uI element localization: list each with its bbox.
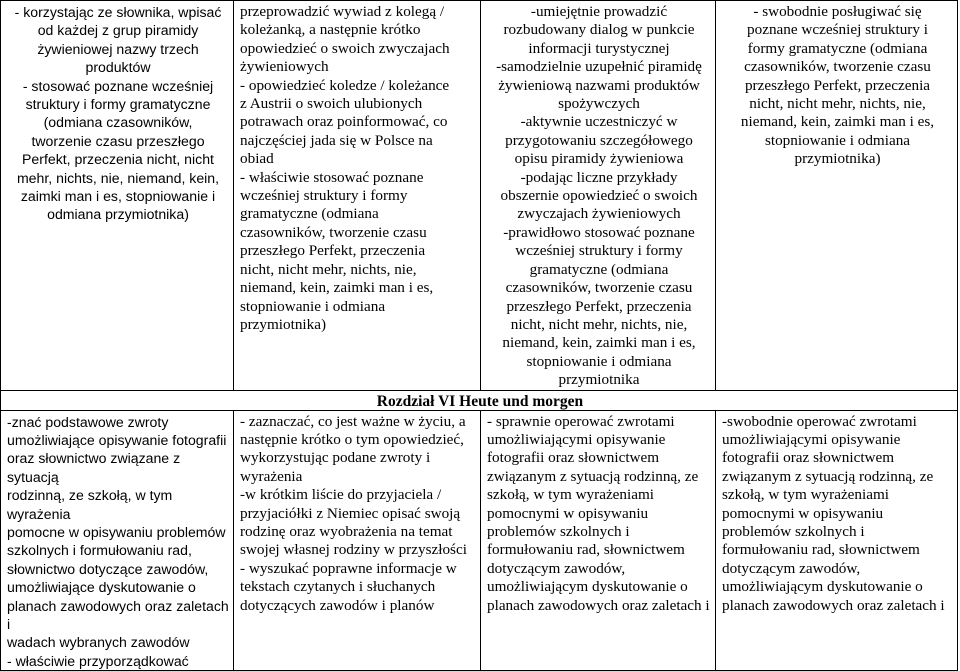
cell-text: -znać podstawowe zwroty umożliwiające opisywanie fotografii oraz słownictwo związane z sytuacją rodzinną, ze szkołą, w tym wyrażenia pomocne w opisywaniu problemów szkolnych i formułowaniu rad, słownictwo dotyczące zawodów, umożliwiające dyskutowanie o planach zawodowych oraz zaletach i wadach wybranych zawodów - właściwie przyporządkować xyxy=(7,413,229,669)
table-cell xyxy=(234,1,481,391)
table-cell xyxy=(716,410,958,671)
table-row xyxy=(1,410,958,671)
table-cell xyxy=(234,410,481,671)
cell-text: -swobodnie operować zwrotami umożliwiającymi opisywanie fotografii oraz słownictwem związanym z sytuacją rodzinną, ze szkołą, w tym wyrażeniami pomocnymi w opisywaniu problemów szkolnych i formułowaniu rad, słownictwem dotyczącym zawodów, umożliwiającym dyskutowanie o planach zawodowych oraz zaletach i xyxy=(722,412,945,614)
table-row xyxy=(1,1,958,391)
cell-text: - swobodnie posługiwać się poznane wcześniej struktury i formy gramatyczne (odmiana czasowników, tworzenie czasu przeszłego Perfekt, przeczenia nicht, nicht mehr, nichts, nie, niemand, kein, zaimki man i es, stopniowanie i odmiana przymiotnika) xyxy=(740,3,935,168)
cell-text: -umiejętnie prowadzić rozbudowany dialog w punkcie informacji turystycznej -samodzielnie uzupełnić piramidę żywieniową nazwami produktów spożywczych -aktywnie uczestniczyć w przygotowaniu szczegółowego opisu piramidy żywieniowa -podając liczne przykłady obszernie opowiedzieć o swoich zwyczajach żywieniowych -prawidłowo stosować poznane wcześniej struktury i formy gramatyczne (odmiana czasowników, tworzenie czasu przeszłego Perfekt, przeczenia nicht, nicht mehr, nichts, nie, niemand, kein, zaimki man i es, stopniowanie i odmiana przymiotnika xyxy=(496,3,702,389)
table-cell xyxy=(481,410,716,671)
table-cell xyxy=(716,1,958,391)
section-title-row xyxy=(1,390,958,410)
table-cell xyxy=(481,1,716,391)
cell-text: - zaznaczać, co jest ważne w życiu, a następnie krótko o tym opowiedzieć, wykorzystując podane zwroty i wyrażenia -w krótkim liście do przyjaciela / przyjaciółki z Niemiec opisać swoją rodzinę oraz wyobrażenia na temat swojej własnej rodziny w przyszłości - wyszukać poprawne informacje w tekstach czytanych i słuchanych dotyczących zawodów i planów xyxy=(240,412,467,614)
cell-text: przeprowadzić wywiad z kolegą / koleżanką, a następnie krótko opowiedzieć o swoich zwyczajach żywieniowych - opowiedzieć koledze / koleżance z Austrii o swoich ulubionych potrawach oraz poinformować, co najczęściej jada się w Polsce na obiad - właściwie stosować poznane wcześniej struktury i formy gramatyczne (odmiana czasowników, tworzenie czasu przeszłego Perfekt, przeczenia nicht, nicht mehr, nichts, nie, niemand, kein, zaimki man i es, stopniowanie i odmiana przymiotnika) xyxy=(240,3,450,333)
table-cell xyxy=(1,410,234,671)
section-title: Rozdział VI Heute und morgen xyxy=(376,392,584,410)
cell-text: - sprawnie operować zwrotami umożliwiającymi opisywanie fotografii oraz słownictwem związanym z sytuacją rodzinną, ze szkołą, w tym wyrażeniami pomocnymi w opisywaniu problemów szkolnych i formułowaniu rad, słownictwem dotyczącym zawodów, umożliwiającym dyskutowanie o planach zawodowych oraz zaletach i xyxy=(487,412,710,614)
section-title-cell xyxy=(1,390,958,410)
table-cell xyxy=(1,1,234,391)
cell-text: - korzystając ze słownika, wpisać od każdej z grup piramidy żywieniowej nazwy trzech produktów - stosować poznane wcześniej struktury i formy gramatyczne (odmiana czasowników, tworzenie czasu przeszłego Perfekt, przeczenia nicht, nicht mehr, nichts, nie, niemand, kein, zaimki man i es, stopniowanie i odmiana przymiotnika) xyxy=(14,4,222,223)
